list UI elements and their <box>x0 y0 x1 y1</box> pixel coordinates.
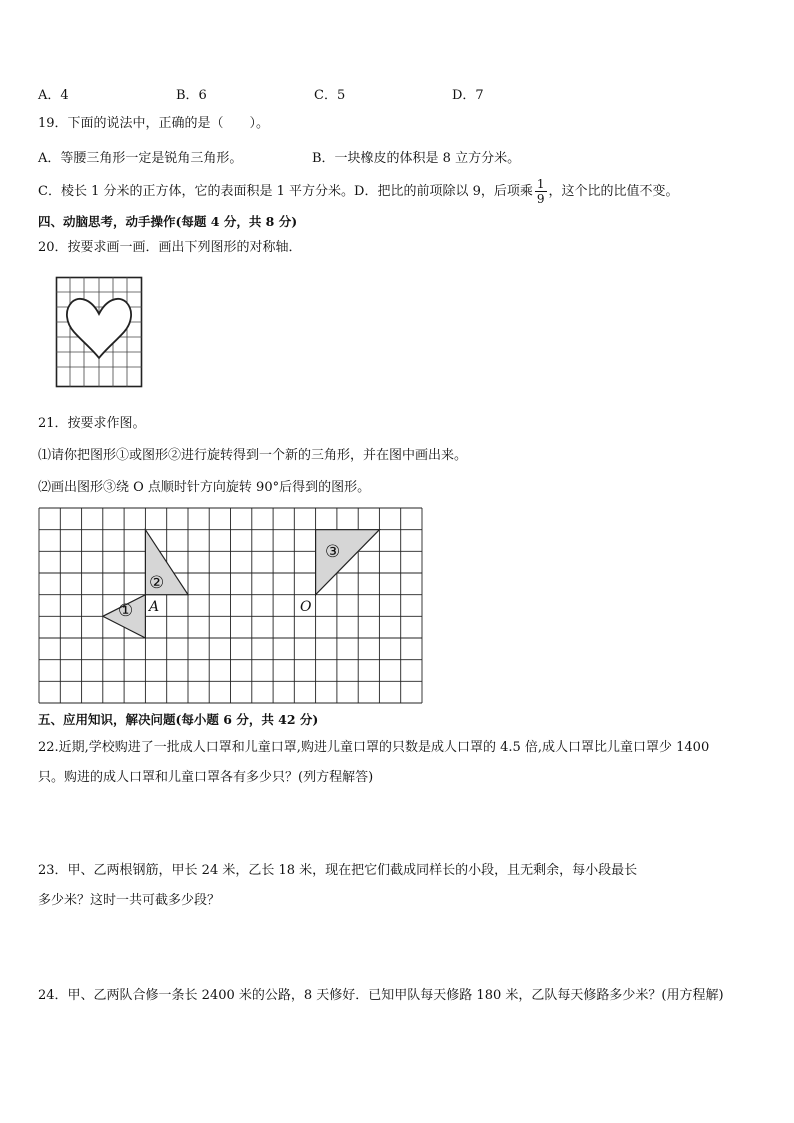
section-5-title: 五、应用知识，解决问题(每小题 6 分，共 42 分) <box>38 712 319 727</box>
q21-part-1: ⑴请你把图形①或图形②进行旋转得到一个新的三角形，并在图中画出来。 <box>38 448 468 463</box>
q21-stem: 21．按要求作图。 <box>38 416 146 431</box>
triangle-1-label: ① <box>118 601 134 621</box>
triangle-3-label: ③ <box>325 542 341 562</box>
q22-line-2: 只。购进的成人口罩和儿童口罩各有多少只？(列方程解答) <box>38 770 374 785</box>
fraction-numerator: 1 <box>536 177 545 191</box>
q19-option-c: C．棱长 1 分米的正方体，它的表面积是 1 平方分米。 <box>38 184 355 199</box>
q20-stem: 20．按要求画一画．画出下列图形的对称轴． <box>38 240 302 255</box>
q19-option-d-before: D．把比的前项除以 9，后项乘 <box>354 184 533 199</box>
fraction-denominator: 9 <box>536 192 545 206</box>
q23-line-2: 多少米？这时一共可截多少段？ <box>38 893 221 908</box>
q22-line-1: 22.近期,学校购进了一批成人口罩和儿童口罩,购进儿童口罩的只数是成人口罩的 4.5 倍,成人口罩比儿童口罩少 1400 <box>38 740 710 755</box>
q19-option-a: A．等腰三角形一定是锐角三角形。 <box>38 151 243 166</box>
rotation-grid-figure <box>39 508 422 703</box>
triangle-2-label: ② <box>149 573 165 593</box>
q19-stem: 19．下面的说法中，正确的是（ ）。 <box>38 116 270 131</box>
q19-option-b: B．一块橡皮的体积是 8 立方分米。 <box>312 151 521 166</box>
q18-option-a: A．4 <box>38 88 69 103</box>
point-a-label: A <box>149 599 160 615</box>
q19-option-d-after: ，这个比的比值不变。 <box>548 184 679 199</box>
heart-grid-figure <box>56 277 142 387</box>
q19-options-cd <box>38 177 679 207</box>
q24-line-1: 24．甲、乙两队合修一条长 2400 米的公路，8 天修好．已知甲队每天修路 180 米，乙队每天修路多少米？(用方程解) <box>38 988 724 1003</box>
q18-option-b: B．6 <box>176 88 207 103</box>
q21-part-2: ⑵画出图形③绕 O 点顺时针方向旋转 90°后得到的图形。 <box>38 480 371 495</box>
q23-line-1: 23．甲、乙两根钢筋，甲长 24 米，乙长 18 米，现在把它们截成同样长的小段，且无剩余，每小段最长 <box>38 863 638 878</box>
q18-option-d: D．7 <box>452 88 484 103</box>
fraction-one-ninth <box>535 177 547 206</box>
q18-option-c: C．5 <box>314 88 346 103</box>
point-o-label: O <box>300 599 312 615</box>
triangle-3 <box>316 530 380 595</box>
section-4-title: 四、动脑思考，动手操作(每题 4 分，共 8 分) <box>38 214 298 229</box>
